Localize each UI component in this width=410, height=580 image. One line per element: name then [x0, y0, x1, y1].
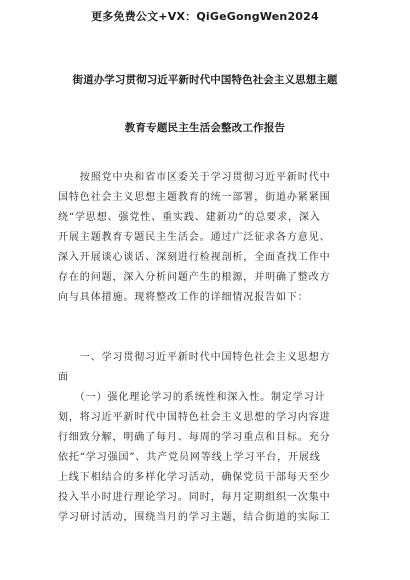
heading-line: 面: [58, 372, 69, 383]
paragraph-line: 行细致分解，明确了每月、每周的学习重点和目标。充分: [58, 432, 331, 443]
paragraph-line: 存在的问题，深入分析问题产生的根源，并明确了整改方: [58, 272, 331, 283]
paragraph-line: 绕“学思想、强党性、重实践、建新功”的总要求，深入: [58, 212, 321, 223]
section-heading-1: [58, 348, 363, 388]
paragraph-line: 深入开展谈心谈话、深刻进行检视剖析，全面查找工作中: [58, 252, 331, 263]
paragraph-line: 按照党中央和省市区委关于学习贯彻习近平新时代中: [58, 172, 331, 183]
subsection-paragraph-1: [58, 388, 363, 528]
document-title-line-2: 教育专题民主生活会整改工作报告: [124, 122, 286, 134]
paragraph-line: 依托“学习强国”、共产党员网等线上学习平台，开展线: [58, 452, 321, 463]
paragraph-line: 向与具体措施。现将整改工作的详细情况报告如下：: [58, 292, 309, 303]
paragraph-line: 国特色社会主义思想主题教育的统一部署，街道办紧紧围: [58, 192, 331, 203]
paragraph-line: 开展主题教育专题民主生活会。通过广泛征求各方意见、: [58, 232, 331, 243]
paragraph-line: （一）强化理论学习的系统性和深入性。制定学习计: [58, 392, 326, 403]
intro-paragraph: [58, 168, 363, 308]
paragraph-line: 上线下相结合的多样化学习活动，确保党员干部每天至少: [58, 472, 331, 483]
heading-line: 一、学习贯彻习近平新时代中国特色社会主义思想方: [58, 352, 331, 363]
paragraph-line: 投入半小时进行理论学习。同时，每月定期组织一次集中: [58, 492, 331, 503]
document-title-line-1: 街道办学习贯彻习近平新时代中国特色社会主义思想主题: [72, 74, 338, 86]
paragraph-line: 划，将习近平新时代中国特色社会主义思想的学习内容进: [58, 412, 331, 423]
watermark-text: 更多免费公文+VX：QiGeGongWen2024: [91, 10, 319, 23]
paragraph-line: 学习研讨活动，围绕当月的学习主题，结合街道的实际工: [58, 512, 331, 523]
